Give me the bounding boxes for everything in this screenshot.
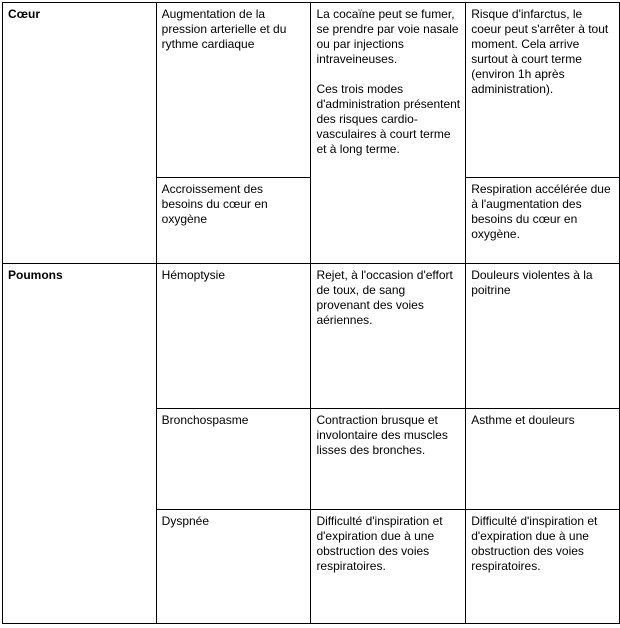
description-paragraph: La cocaïne peut se fumer, se prendre par voie nasale ou par injections intraveineuses. <box>316 7 459 66</box>
organ-cell: Cœur <box>3 3 157 264</box>
table-row <box>3 3 620 178</box>
consequence-cell: Difficulté d'inspiration et d'expiration due à une obstruction des voies respiratoires. <box>466 510 620 624</box>
description-cell <box>311 3 466 264</box>
description-cell: Contraction brusque et involontaire des muscles lisses des bronches. <box>311 409 466 510</box>
effect-cell: Accroissement des besoins du cœur en oxygène <box>156 178 311 264</box>
description-paragraph: Ces trois modes d'administration présentent des risques cardio-vasculaires à court terme et à long terme. <box>316 82 461 156</box>
consequence-cell: Respiration accélérée due à l'augmentation des besoins du cœur en oxygène. <box>466 178 620 264</box>
consequence-cell: Douleurs violentes à la poitrine <box>466 264 620 409</box>
effect-cell: Augmentation de la pression arterielle et du rythme cardiaque <box>156 3 311 178</box>
effect-cell: Hémoptysie <box>156 264 311 409</box>
description-cell: Rejet, à l'occasion d'effort de toux, de sang provenant des voies aériennes. <box>311 264 466 409</box>
organ-cell: Poumons <box>3 264 157 624</box>
consequence-cell: Asthme et douleurs <box>466 409 620 510</box>
effect-cell: Bronchospasme <box>156 409 311 510</box>
effect-cell: Dyspnée <box>156 510 311 624</box>
consequence-cell: Risque d'infarctus, le coeur peut s'arrêter à tout moment. Cela arrive surtout à court terme (environ 1h après administration). <box>466 3 620 178</box>
description-cell: Difficulté d'inspiration et d'expiration due à une obstruction des voies respiratoires. <box>311 510 466 624</box>
effects-table <box>2 2 620 624</box>
table-row <box>3 264 620 409</box>
